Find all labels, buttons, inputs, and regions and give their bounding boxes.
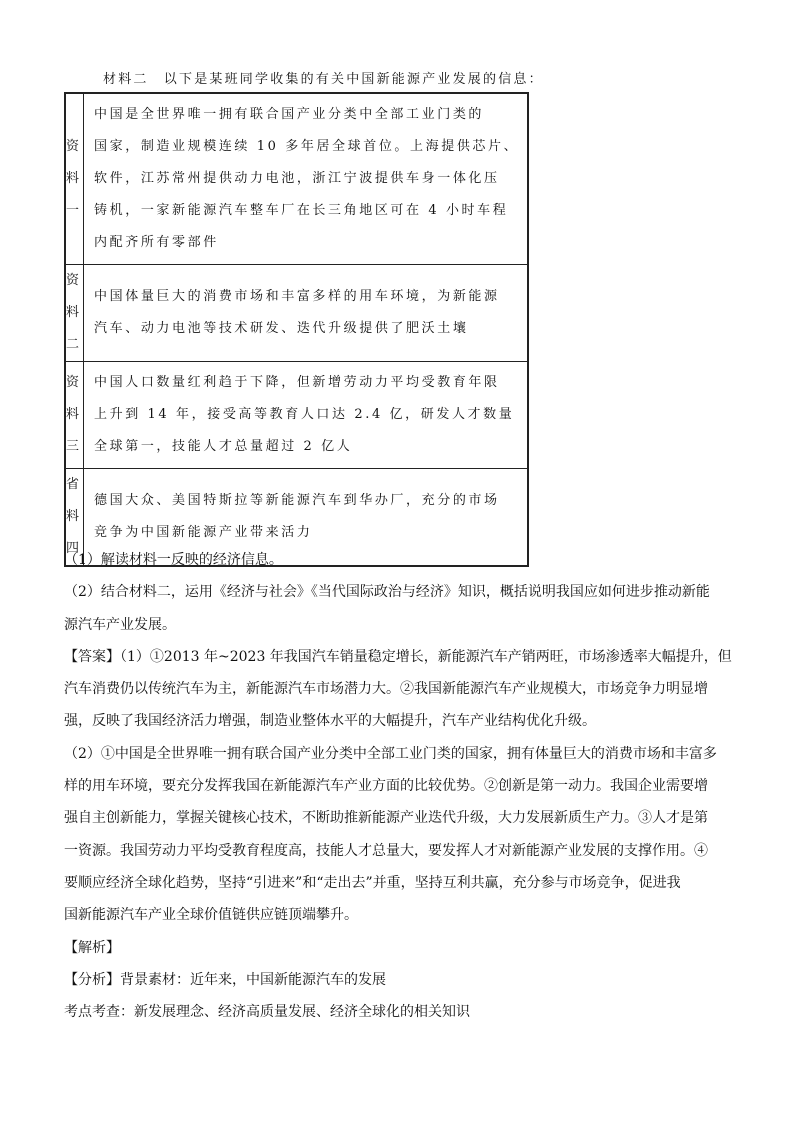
body-line: 样的用车环境，要充分发挥我国在新能源汽车产业方面的比较优势。②创新是第一动力。我国企业需要增 — [64, 778, 708, 795]
body-line: 源汽车产业发展。 — [64, 616, 176, 633]
text-line: 竞争为中国新能源产业带来活力 — [94, 525, 313, 540]
text-line: 中国人口数量红利趋于下降，但新增劳动力平均受教育年限 — [94, 375, 500, 390]
body-line: 国新能源汽车产业全球价值链供应链顶端攀升。 — [64, 907, 358, 924]
material-text — [84, 362, 529, 469]
body-line: 【答案】（1）①2013 年~2023 年我国汽车销量稳定增长，新能源汽车产销两旺，市场渗透率大幅提升，但 — [64, 648, 732, 665]
label-line: 一 — [66, 203, 84, 218]
body-line: 强，反映了我国经济活力增强，制造业整体水平的大幅提升，汽车产业结构优化升级。 — [64, 713, 596, 730]
text-line: 中国体量巨大的消费市场和丰富多样的用车环境，为新能源 — [94, 289, 500, 304]
body-line: （1）解读材料一反映的经济信息。 — [64, 552, 283, 568]
body-line: （2）结合材料二，运用《经济与社会》《当代国际政治与经济》知识，概括说明我国应如何进步推动新能 — [64, 584, 710, 601]
label-line: 资 料 — [66, 273, 84, 320]
text-line: 德国大众、美国特斯拉等新能源汽车到华办厂，充分的市场 — [94, 493, 500, 508]
text-line: 软件，江苏常州提供动力电池，浙江宁波提供车身一体化压 — [94, 171, 500, 186]
body-line: 强自主创新能力，掌握关键核心技术，不断助推新能源产业迭代升级，大力发展新质生产力。③人才是第 — [64, 810, 708, 827]
material-label — [65, 265, 84, 362]
label-line: 三 — [66, 439, 84, 454]
body-line: 一资源。我国劳动力平均受教育程度高，技能人才总量大，要发挥人才对新能源产业发展的支撑作用。④ — [64, 842, 708, 859]
body-line: 【分析】背景素材：近年来，中国新能源汽车的发展 — [64, 971, 386, 988]
text-line: 铸机，一家新能源汽车整车厂在长三角地区可在 4 小时车程 — [94, 203, 509, 218]
material-text — [84, 93, 529, 265]
material-intro: 材料二 以下是某班同学收集的有关中国新能源产业发展的信息： — [103, 72, 544, 87]
label-line: 二 — [66, 337, 84, 352]
body-line: 【解析】 — [64, 939, 120, 956]
body-line: 考点考查：新发展理念、经济高质量发展、经济全球化的相关知识 — [64, 1004, 470, 1021]
text-line: 全球第一，技能人才总量超过 2 亿人 — [94, 439, 353, 454]
table-row — [65, 93, 528, 265]
table-row — [65, 265, 528, 362]
label-line: 四 — [66, 541, 84, 556]
body-line: 要顺应经济全球化趋势，坚持“引进来”和“走出去”并重，坚持互利共赢，充分参与市场竞争，促进我 — [64, 874, 681, 891]
text-line: 汽车、动力电池等技术研发、迭代升级提供了肥沃土壤 — [94, 321, 469, 336]
material-label — [65, 93, 84, 265]
text-line: 内配齐所有零部件 — [94, 235, 219, 250]
table-row — [65, 362, 528, 469]
materials-table — [64, 92, 529, 567]
material-label — [65, 362, 84, 469]
text-line: 上升到 14 年，接受高等教育人口达 2.4 亿，研发人才数量 — [94, 407, 515, 422]
text-line: 国家，制造业规模连续 10 多年居全球首位。上海提供芯片、 — [94, 139, 520, 154]
body-line: （2）①中国是全世界唯一拥有联合国产业分类中全部工业门类的国家，拥有体量巨大的消费市场和丰富多 — [64, 745, 717, 762]
label-line: 省 料 — [66, 477, 84, 524]
body-line: 汽车消费仍以传统汽车为主，新能源汽车市场潜力大。②我国新能源汽车产业规模大，市场竞争力明显增 — [64, 681, 708, 698]
question-answer-body — [64, 544, 754, 1028]
label-line: 资 料 — [66, 139, 84, 186]
label-line: 资 料 — [66, 375, 84, 422]
material-text — [84, 265, 529, 362]
text-line: 中国是全世界唯一拥有联合国产业分类中全部工业门类的 — [94, 107, 485, 122]
